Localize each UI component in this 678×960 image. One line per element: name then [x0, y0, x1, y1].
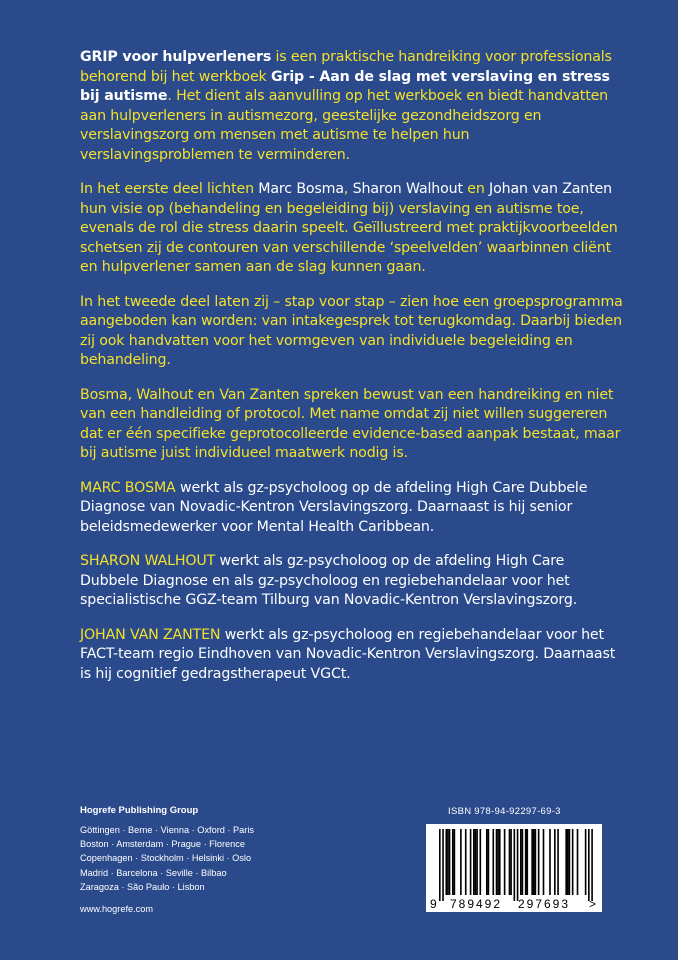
barcode-right-digits: 297693 — [517, 897, 571, 911]
barcode-bar — [442, 829, 444, 901]
publisher-block — [80, 804, 330, 916]
barcode-bar — [526, 829, 528, 895]
bio-name: SHARON WALHOUT — [80, 553, 216, 569]
city-line: Boston · Amsterdam · Prague · Florence — [80, 839, 245, 850]
bio-sharon-walhout: SHARON WALHOUT werkt als gz-psycholoog op de afdeling High Care Dubbele Diagnose en als gz-psycholoog en regiebehandelaar voor het specialistische GGZ-team Tilburg van Novadic-Kentron Verslavingszorg. — [80, 553, 578, 608]
barcode-bar — [549, 829, 551, 895]
barcode-bar — [476, 829, 478, 895]
author-name: Johan van Zanten — [489, 181, 612, 197]
city-line: Zaragoza · São Paulo · Lisbon — [80, 881, 205, 892]
barcode-bar — [520, 829, 522, 895]
barcode-bar — [585, 829, 587, 895]
barcode-bar — [480, 829, 482, 895]
barcode-bar — [577, 829, 579, 895]
barcode-graphic — [426, 824, 602, 912]
barcode-bar — [509, 829, 511, 895]
barcode-bar — [470, 829, 472, 895]
author-name: Marc Bosma — [258, 181, 344, 197]
barcode-bar — [554, 829, 556, 895]
barcode-bar — [447, 829, 449, 895]
part3-paragraph: Bosma, Walhout en Van Zanten spreken bewust van een handreiking en niet van een handleiding of protocol. Met name omdat zij niet willen suggereren dat er één specifieke geprotocolleerde evidence-based aanpak bestaat, maar bij autisme juist individueel maatwerk nodig is. — [80, 386, 621, 461]
city-line: Copenhagen · Stockholm · Helsinki · Oslo — [80, 853, 252, 864]
barcode-bar — [538, 829, 540, 895]
barcode-bar — [531, 829, 533, 895]
city-line: Madrid · Barcelona · Seville · Bilbao — [80, 867, 227, 878]
barcode-end-mark: > — [589, 897, 597, 911]
bio-johan-van-zanten: JOHAN VAN ZANTEN werkt als gz-psycholoog en regiebehandelaar voor het FACT-team regio Eindhoven van Novadic-Kentron Verslavingszorg. Daarnaast is hij cognitief gedragstherapeut VGCt. — [80, 626, 616, 682]
book-title: GRIP voor hulpverleners — [80, 49, 272, 65]
barcode-bar — [449, 829, 451, 895]
barcode-bar — [465, 829, 467, 895]
barcode-bar — [454, 829, 456, 895]
barcode-bar — [445, 829, 447, 895]
barcode — [426, 824, 602, 912]
part2-paragraph: In het tweede deel laten zij – stap voor stap – zien hoe een groepsprogramma aangeboden kan worden: van intakegesprek tot terugkomdag. Daarbij bieden zij ook handvatten voor het vormgeven van individuele begeleiding en behandeling. — [80, 293, 623, 368]
barcode-bar — [439, 829, 441, 901]
barcode-bar — [522, 829, 524, 895]
barcode-left-digits: 789492 — [449, 897, 503, 911]
barcode-first-digit: 9 — [430, 897, 437, 911]
barcode-bar — [533, 829, 535, 895]
barcode-bar — [591, 829, 593, 901]
barcode-bar — [569, 829, 571, 895]
barcode-bar — [496, 829, 498, 895]
barcode-bar — [488, 829, 490, 895]
barcode-bar — [543, 829, 545, 895]
isbn-label: ISBN 978-94-92297-69-3 — [448, 806, 561, 817]
author-name: Sharon Walhout — [352, 181, 463, 197]
city-line: Göttingen · Berne · Vienna · Oxford · Paris — [80, 825, 254, 835]
barcode-bar — [504, 829, 506, 895]
barcode-bar — [460, 829, 462, 895]
barcode-bar — [475, 829, 477, 895]
barcode-bar — [517, 829, 519, 901]
barcode-bar — [486, 829, 488, 895]
blurb — [80, 48, 625, 699]
publisher-website: www.hogrefe.com — [80, 904, 154, 915]
barcode-bar — [497, 829, 499, 895]
barcode-bars — [439, 829, 593, 901]
intro-paragraph: GRIP voor hulpverleners is een praktische handreiking voor professionals behorend bij het werkboek Grip - Aan de slag met verslaving en stress bij autisme. Het dient als aanvulling op het werkboek en biedt handvatten aan hulpverleners in autismezorg, geestelijke gezondheidszorg en verslavingszorg om mensen met autisme te helpen hun verslavingsproblemen te verminderen. — [80, 49, 612, 163]
bio-name: JOHAN VAN ZANTEN — [80, 626, 221, 643]
publisher-cities — [80, 823, 330, 894]
bio-marc-bosma: MARC BOSMA werkt als gz-psycholoog op de afdeling High Care Dubbele Diagnose van Novadic-Kentron Verslavingszorg. Daarnaast is hij senior beleidsmedewerker voor Mental Health Caribbean. — [80, 479, 588, 535]
barcode-bar — [588, 829, 590, 901]
barcode-bar — [452, 829, 454, 895]
barcode-bar — [514, 829, 516, 901]
barcode-bar — [565, 829, 567, 895]
workbook-title: Grip - Aan de slag met verslaving en stress bij autisme — [80, 68, 610, 104]
barcode-bar — [492, 829, 494, 895]
barcode-bar — [572, 829, 574, 895]
barcode-bar — [535, 829, 537, 895]
barcode-bar — [567, 829, 569, 895]
barcode-bar — [525, 829, 527, 895]
part1-paragraph: In het eerste deel lichten Marc Bosma, Sharon Walhout en Johan van Zanten hun visie op (behandeling en begeleiding bij) verslaving en autisme toe, evenals de rol die stress daarin speelt. Geïllustreerd met praktijkvoorbeelden schetsen zij de contouren van verschillende ‘speelvelden’ waarbinnen cliënt en hulpverlener samen aan de slag kunnen gaan. — [80, 181, 618, 275]
barcode-bar — [473, 829, 475, 895]
barcode-bar — [510, 829, 512, 895]
bio-name: MARC BOSMA — [80, 479, 176, 496]
barcode-bar — [499, 829, 501, 895]
barcode-bar — [557, 829, 559, 895]
publisher-name: Hogrefe Publishing Group — [80, 805, 199, 816]
